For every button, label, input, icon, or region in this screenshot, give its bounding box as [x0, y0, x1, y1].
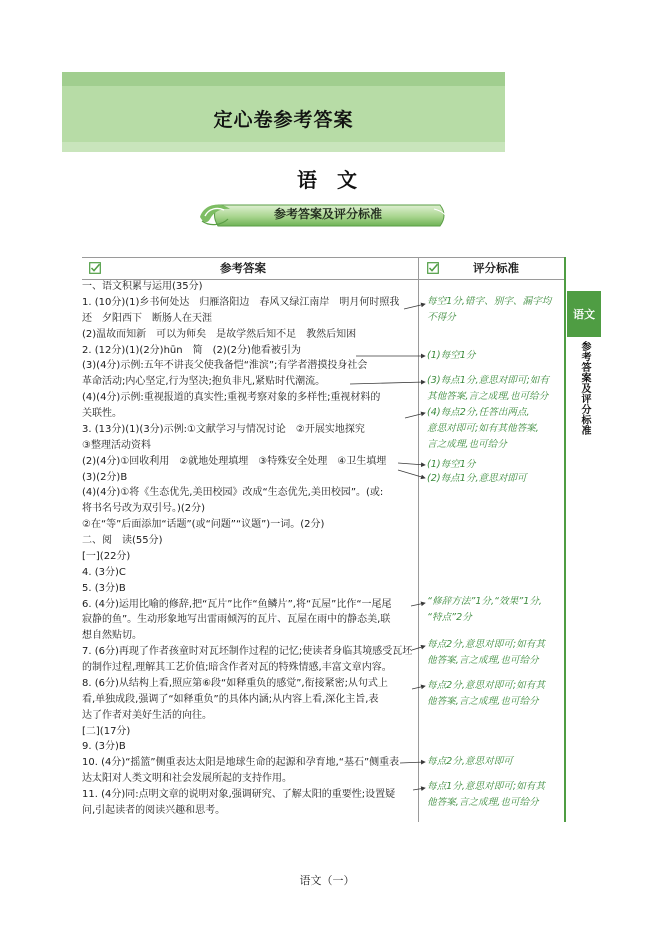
- answer-row: [82, 343, 416, 359]
- scoring-note: [427, 294, 561, 309]
- answer-row: [82, 422, 416, 438]
- scoring-note: [427, 421, 561, 436]
- table-right-border: [564, 257, 566, 822]
- scoring-note-text: 不得分: [427, 312, 456, 323]
- scoring-header: 评分标准: [473, 261, 519, 275]
- answer-row: [82, 676, 416, 692]
- scoring-note: [427, 437, 561, 452]
- scoring-note: [427, 653, 561, 668]
- answer-line: (2)温故而知新 可以为师矣 是故学然后知不足 教然后知困: [82, 328, 357, 340]
- answer-line: 2. (12分)(1)(2分)hūn 简 (2)(2分)他看被引为: [82, 344, 301, 356]
- answer-row: [82, 692, 416, 708]
- scoring-note: [427, 610, 561, 625]
- answer-row: [82, 517, 416, 533]
- scoring-note: [427, 389, 561, 404]
- table-top-rule: [82, 257, 564, 258]
- answer-row: [82, 374, 416, 390]
- scoring-note-text: 每点2分,意思对即可;如有其: [427, 639, 545, 650]
- scoring-note-text: (2)每点1分,意思对即可: [427, 473, 527, 484]
- scoring-note-text: 他答案,言之成理,也可给分: [427, 655, 539, 666]
- answer-row: [82, 581, 416, 597]
- scoring-note: [427, 373, 561, 388]
- answer-line: 4. (3分)C: [82, 566, 126, 578]
- scoring-note: [427, 310, 561, 325]
- answer-row: [82, 311, 416, 327]
- answer-row: [82, 438, 416, 454]
- answer-row: [82, 501, 416, 517]
- answer-line: 想自然贴切。: [82, 630, 142, 642]
- answers-header: 参考答案: [220, 261, 266, 275]
- scoring-note-text: 每空1分,错字、别字、漏字均: [427, 296, 552, 307]
- answer-line: 达太阳对人类文明和社会发展所起的支持作用。: [82, 773, 292, 785]
- answer-row: [82, 327, 416, 343]
- answer-line: 寂静的鱼”。生动形象地写出雷雨倾泻的瓦片、瓦屋在雨中的静态美,联: [82, 614, 391, 626]
- scoring-note: [427, 694, 561, 709]
- answer-line: 3. (13分)(1)(3分)示例:①文献学习与情况讨论 ②开展实地探究: [82, 423, 365, 435]
- answer-row: [82, 644, 416, 660]
- answer-row: [82, 771, 416, 787]
- scoring-note-text: (1)每空1分: [427, 350, 476, 361]
- scoring-note-text: 其他答案,言之成理,也可给分: [427, 391, 549, 402]
- answer-line: (3)(4分)示例:五年不讲丧父使我备恺“淮滨”;有学者潜摸投身社会: [82, 360, 368, 372]
- answer-line: ②在“等”后面添加“话题”(或“问题”“议题”)一词。(2分): [82, 519, 325, 531]
- answer-row: [82, 358, 416, 374]
- page-title: 定心卷参考答案: [213, 109, 354, 131]
- answer-row: [82, 755, 416, 771]
- answer-line: (4)(4分)①将《生态优先,美田校园》改成“生态优先,美田校园”。(或:: [82, 487, 384, 499]
- answer-row: [82, 597, 416, 613]
- scoring-note: [427, 754, 561, 769]
- scoring-note: [427, 471, 561, 486]
- answer-line: [二](17分): [82, 725, 131, 737]
- answer-line: 二、阅 读(55分): [82, 535, 163, 546]
- column-divider: [418, 257, 419, 822]
- section-heading: [82, 279, 416, 295]
- answer-line: 7. (6分)再现了作者孩童时对瓦坯制作过程的记忆;使读者身临其境感受瓦坯: [82, 646, 413, 658]
- answer-line: 5. (3分)B: [82, 582, 126, 594]
- check-icon: [427, 262, 439, 274]
- answer-line: (4)(4分)示例:重视报道的真实性;重视考察对象的多样性;重视材料的: [82, 392, 381, 404]
- answer-line: 问,引起读者的阅读兴趣和思考。: [82, 804, 226, 816]
- answers-column: [82, 279, 416, 819]
- scoring-note: [427, 637, 561, 652]
- answer-row: [82, 470, 416, 486]
- answer-row: [82, 549, 416, 565]
- answer-row: [82, 390, 416, 406]
- section-heading: [82, 533, 416, 549]
- answer-line: 一、语文积累与运用(35分): [82, 281, 203, 292]
- answer-row: [82, 803, 416, 819]
- subject-tab-label: 语文: [573, 308, 595, 321]
- scoring-note-text: 言之成理,也可给分: [427, 439, 507, 450]
- answer-line: [一](22分): [82, 550, 131, 562]
- scoring-note-text: “修辞方法”1分,“效果”1分,: [427, 596, 542, 607]
- scoring-note-text: (4)每点2分,任答出两点,: [427, 407, 530, 418]
- answer-row: [82, 406, 416, 422]
- answer-row: [82, 485, 416, 501]
- scoring-note: [427, 795, 561, 810]
- answer-row: [82, 612, 416, 628]
- answer-line: 达了作者对美好生活的向往。: [82, 709, 212, 721]
- answer-line: 8. (6分)从结构上看,照应第⑥段“如释重负的感觉”,衔接紧密;从句式上: [82, 677, 388, 689]
- answer-line: 1. (10分)(1)乡书何处达 归雁洛阳边 春风又绿江南岸 明月何时照我: [82, 296, 400, 308]
- subject-heading: 语 文: [297, 168, 357, 192]
- side-vertical-label: 参考答案及评分标准: [579, 341, 590, 436]
- scoring-note-text: 每点2分,意思对即可;如有其: [427, 680, 545, 691]
- scoring-note-text: (3)每点1分,意思对即可;如有: [427, 375, 549, 386]
- answer-line: 关联性。: [82, 408, 122, 419]
- answer-line: 将书名号改为双引号。)(2分): [82, 503, 206, 515]
- answer-row: [82, 708, 416, 724]
- scoring-note-text: 每点2分,意思对即可: [427, 756, 513, 767]
- scoring-note-text: 他答案,言之成理,也可给分: [427, 797, 539, 808]
- page-footer: 语文（一）: [299, 874, 355, 887]
- answer-line: 革命活动;内心坚定,行为坚决;抱负非凡,紧贴时代潮流。: [82, 376, 326, 388]
- answer-row: [82, 295, 416, 311]
- answer-line: (2)(4分)①回收利用 ②就地处理填埋 ③特殊安全处理 ④卫生填埋: [82, 455, 387, 467]
- scoring-note-text: 每点1分,意思对即可;如有其: [427, 781, 545, 792]
- answer-line: 9. (3分)B: [82, 741, 126, 753]
- answer-row: [82, 787, 416, 803]
- scoring-note: [427, 405, 561, 420]
- scoring-note-text: “特点”2分: [427, 612, 472, 623]
- scoring-note: [427, 348, 561, 363]
- answer-row: [82, 454, 416, 470]
- scoring-note-text: 他答案,言之成理,也可给分: [427, 696, 539, 707]
- scoring-note: [427, 594, 561, 609]
- scoring-note-text: 意思对即可;如有其他答案,: [427, 423, 539, 434]
- answer-row: [82, 565, 416, 581]
- scoring-note: [427, 779, 561, 794]
- subject-tab: [567, 291, 601, 337]
- answer-line: 还 夕阳西下 断肠人在天涯: [82, 312, 212, 324]
- answer-line: 看,单独成段,强调了“如释重负”的具体内涵;从内容上看,深化主旨,表: [82, 693, 379, 705]
- answer-row: [82, 660, 416, 676]
- answer-line: (3)(2分)B: [82, 471, 128, 483]
- ribbon-label: 参考答案及评分标准: [273, 207, 382, 221]
- answer-row: [82, 628, 416, 644]
- scoring-note: [427, 457, 561, 472]
- scoring-note-text: (1)每空1分: [427, 459, 476, 470]
- answer-row: [82, 724, 416, 740]
- answer-line: 10. (4分)“摇篮”侧重表达太阳是地球生命的起源和孕育地,“基石”侧重表: [82, 757, 400, 769]
- answer-line: 6. (4分)运用比喻的修辞,把“瓦片”比作“鱼鳞片”,将“瓦屋”比作“一尾尾: [82, 598, 392, 610]
- scoring-note: [427, 678, 561, 693]
- check-icon: [89, 262, 101, 274]
- answer-line: 11. (4分)同:点明文章的说明对象,强调研究、了解太阳的重要性;设置疑: [82, 789, 396, 800]
- answer-line: ③整理活动资料: [82, 439, 151, 451]
- answer-line: 的制作过程,理解其工艺价值;暗含作者对瓦的特殊情感,丰富文章内容。: [82, 662, 392, 673]
- answer-row: [82, 739, 416, 755]
